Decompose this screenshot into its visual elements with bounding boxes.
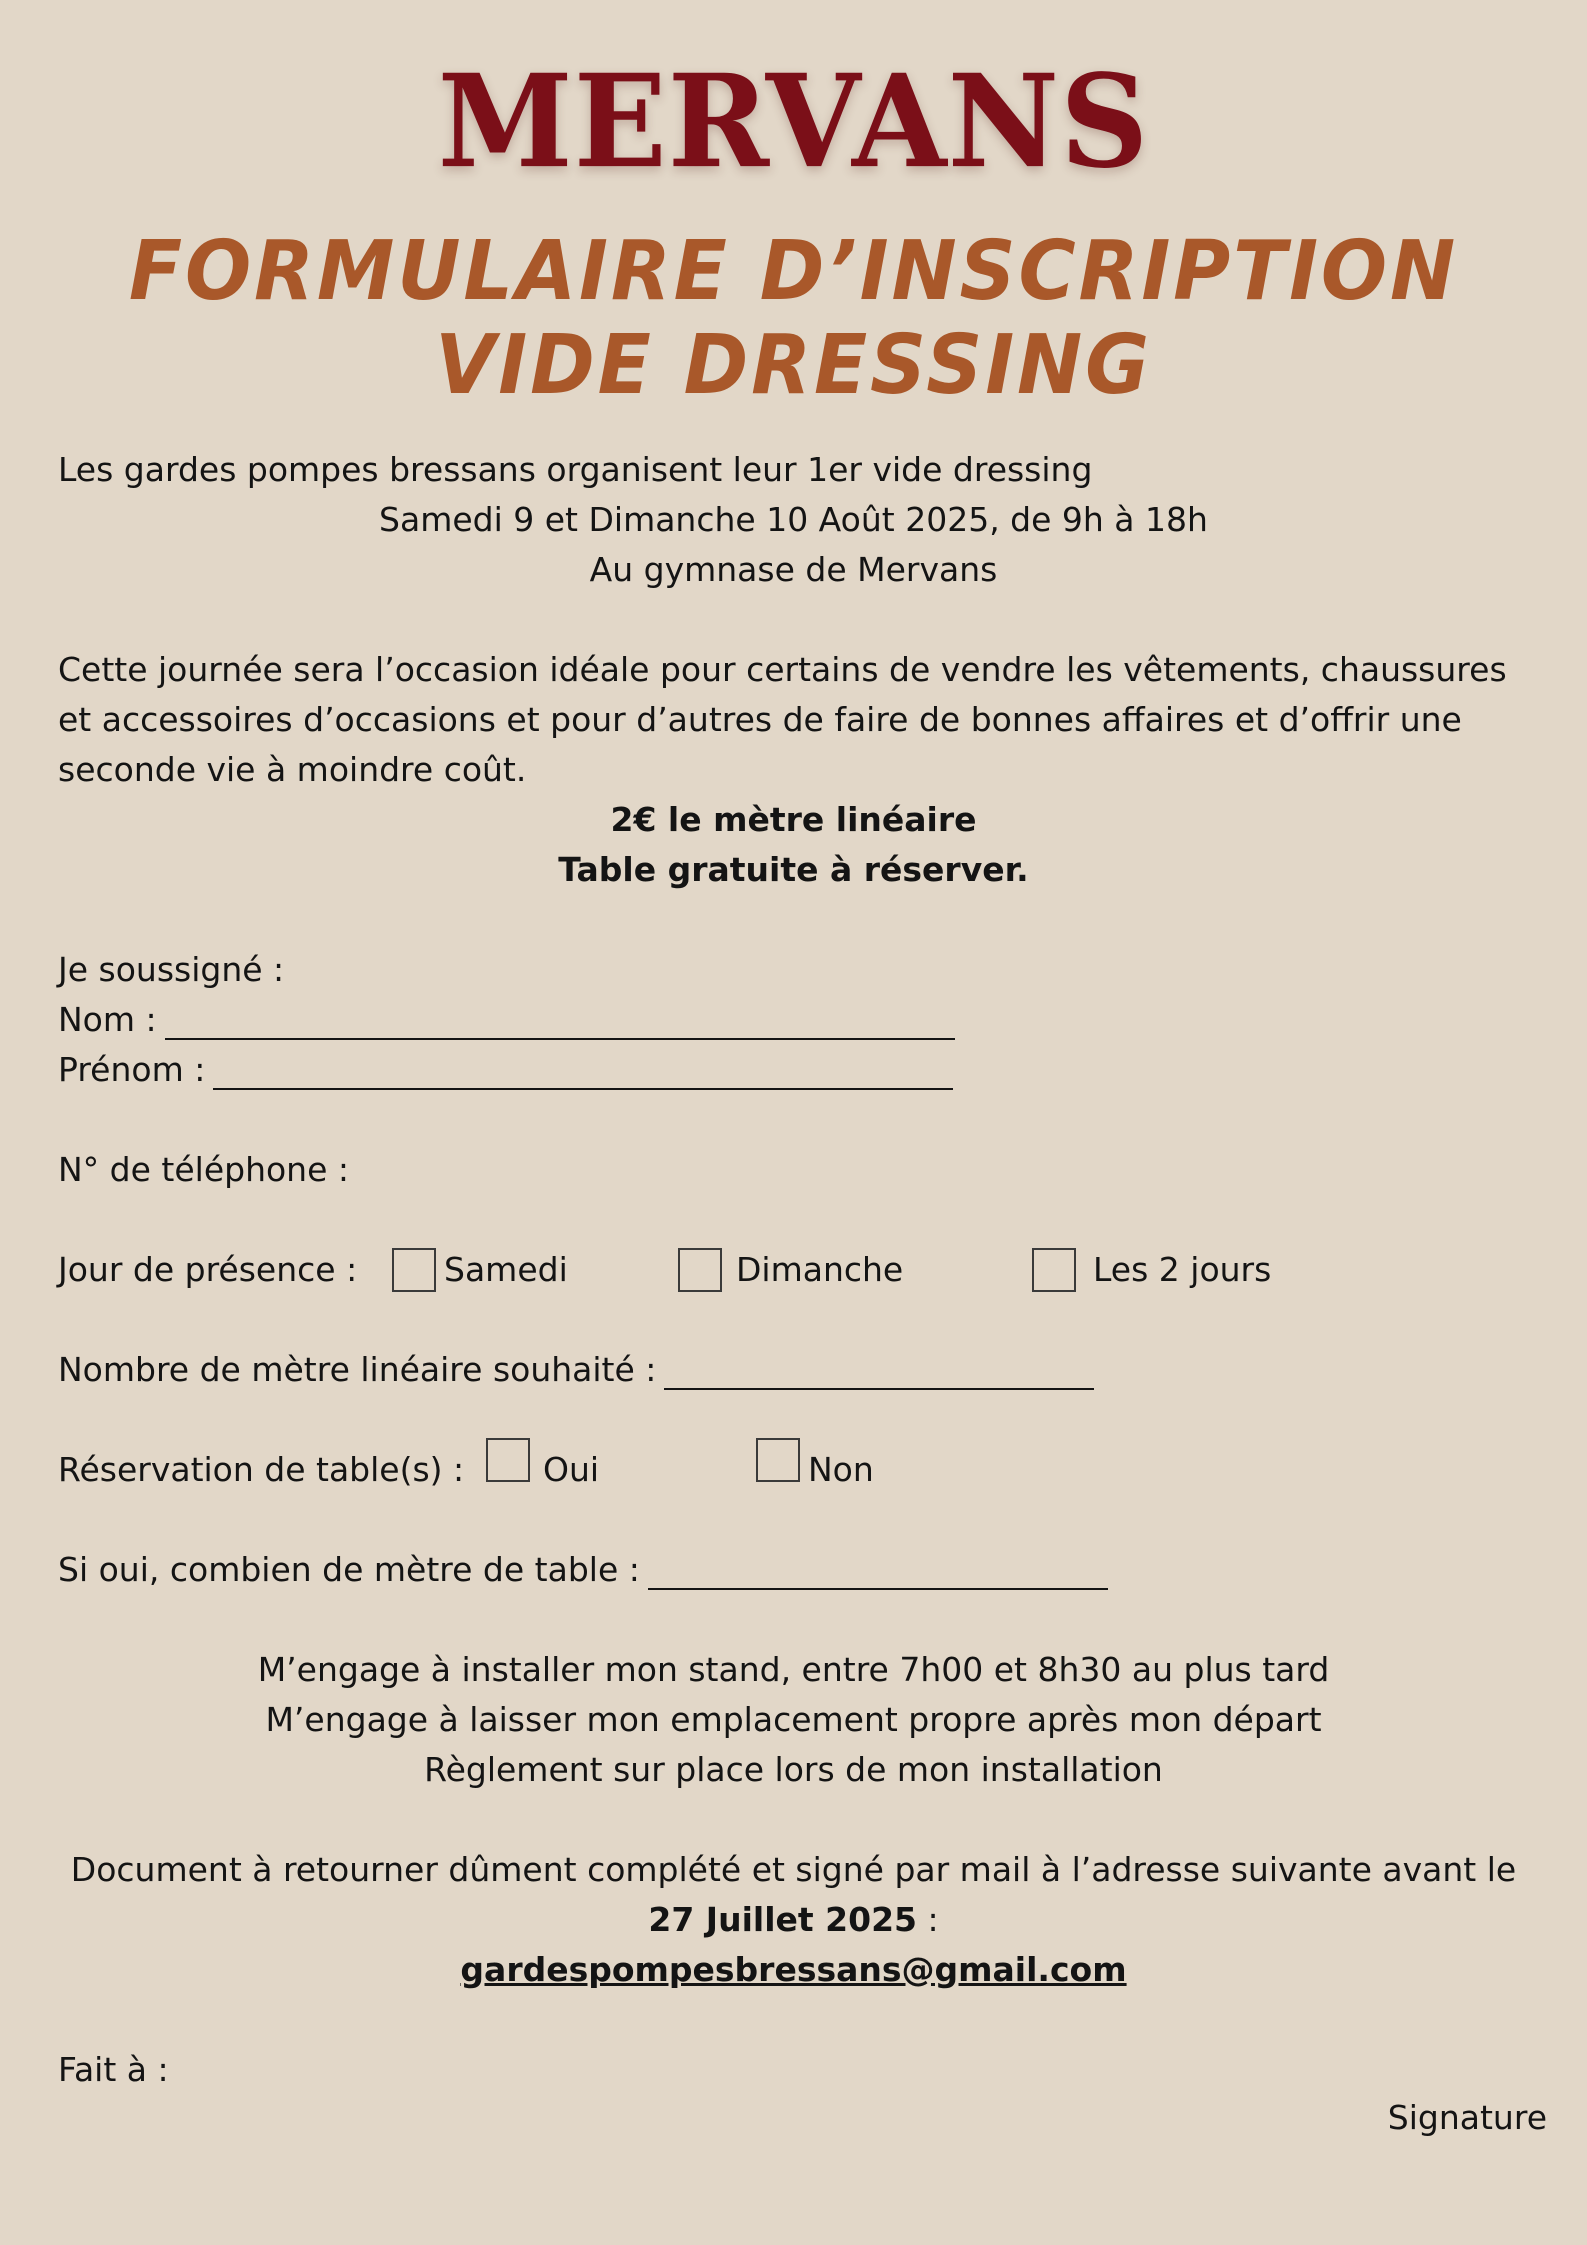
prenom-field[interactable]: [213, 1054, 953, 1090]
return-instructions: Document à retourner dûment complété et signé par mail à l’adresse suivante avant le: [70, 1850, 1517, 1889]
email-row: [0, 1950, 1587, 1990]
non-checkbox[interactable]: [756, 1438, 800, 1482]
both-days-checkbox[interactable]: [1032, 1248, 1076, 1292]
prenom-row: [58, 1050, 953, 1090]
commitment-line3: Règlement sur place lors de mon installation: [424, 1750, 1163, 1789]
meters-row: [58, 1350, 1094, 1390]
table-meters-label: Si oui, combien de mètre de table :: [58, 1550, 640, 1589]
deadline-date: 27 Juillet 2025: [648, 1900, 917, 1939]
event-description: Cette journée sera l’occasion idéale pour certains de vendre les vêtements, chaussures et accessoires d’occasions et pour d’autres de faire de bonnes affaires et d’offrir une seconde vie à moindre coût.: [58, 650, 1507, 789]
samedi-option-label: Samedi: [444, 1250, 568, 1289]
event-date: Samedi 9 et Dimanche 10 Août 2025, de 9h à 18h: [379, 500, 1208, 539]
table-meters-row: [58, 1550, 1108, 1590]
nom-field[interactable]: [165, 1004, 955, 1040]
nom-row: [58, 1000, 955, 1040]
presence-label: Jour de présence :: [58, 1250, 358, 1289]
both-days-option-label: Les 2 jours: [1093, 1250, 1272, 1289]
meters-label: Nombre de mètre linéaire souhaité :: [58, 1350, 657, 1389]
form-title-line2: VIDE DRESSING: [435, 318, 1152, 413]
fait-a-label: Fait à :: [58, 2050, 169, 2089]
deadline-colon: :: [917, 1900, 939, 1939]
event-place: Au gymnase de Mervans: [589, 550, 998, 589]
prenom-label: Prénom :: [58, 1050, 206, 1089]
samedi-checkbox[interactable]: [392, 1248, 436, 1292]
form-title: [0, 225, 1587, 413]
table-meters-field[interactable]: [648, 1554, 1108, 1590]
undersigned-label: Je soussigné :: [58, 950, 285, 989]
signature-label: Signature: [1387, 2098, 1547, 2137]
commitment-line1: M’engage à installer mon stand, entre 7h00 et 8h30 au plus tard: [257, 1650, 1330, 1689]
phone-label: N° de téléphone :: [58, 1150, 350, 1189]
commitment-line2: M’engage à laisser mon emplacement propre après mon départ: [265, 1700, 1322, 1739]
deadline-row: [0, 1900, 1587, 1940]
table-info: Table gratuite à réserver.: [558, 850, 1029, 889]
form-title-line1: FORMULAIRE D’INSCRIPTION: [128, 224, 1459, 319]
dimanche-checkbox[interactable]: [678, 1248, 722, 1292]
non-option-label: Non: [808, 1450, 874, 1489]
intro-line: Les gardes pompes bressans organisent leur 1er vide dressing: [58, 450, 1093, 489]
oui-checkbox[interactable]: [486, 1438, 530, 1482]
oui-option-label: Oui: [543, 1450, 600, 1489]
meters-field[interactable]: [664, 1354, 1094, 1390]
nom-label: Nom :: [58, 1000, 157, 1039]
price-info: 2€ le mètre linéaire: [610, 800, 977, 839]
contact-email-link[interactable]: gardespompesbressans@gmail.com: [460, 1950, 1127, 1989]
table-reservation-label: Réservation de table(s) :: [58, 1450, 465, 1489]
brand-title: MERVANS: [437, 45, 1150, 197]
dimanche-option-label: Dimanche: [736, 1250, 904, 1289]
